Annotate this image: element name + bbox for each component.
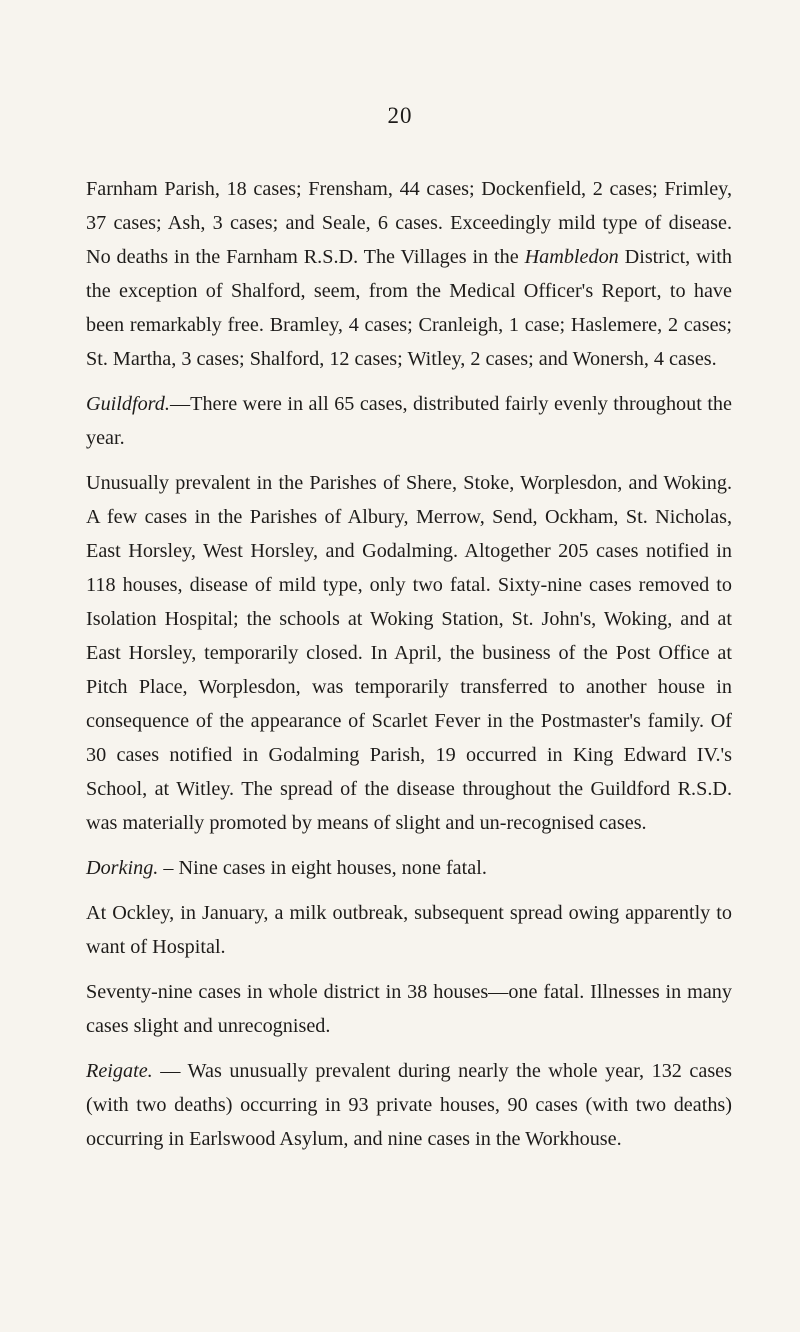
reigate-heading: Reigate. <box>86 1060 153 1082</box>
paragraph-guildford-detail <box>86 466 732 840</box>
body-text <box>86 172 732 1156</box>
guildford-heading: Guildford. <box>86 393 170 415</box>
paragraph-ockley <box>86 896 732 964</box>
guildford-text-2: Unusually prevalent in the Parishes of Shere, Stoke, Worplesdon, and Woking. A few cases in the Parishes of Albury, Merrow, Send, Ockham, St. Nicholas, East Horsley, West Horsley, and Godalming. Altogether 205 cases notified in 118 houses, disease of mild type, only two fatal. Sixty-nine cases removed to Isolation Hospital; the schools at Woking Station, St. John's, Woking, and at East Horsley, temporarily closed. In April, the business of the Post Office at Pitch Place, Worplesdon, was temporarily transferred to another house in consequence of the appearance of Scarlet Fever in the Postmaster's family. Of 30 cases notified in Godalming Parish, 19 occurred in King Edward IV.'s School, at Witley. The spread of the disease throughout the Guildford R.S.D. was materially promoted by means of slight and un-recognised cases. <box>86 472 732 834</box>
dorking-text-3: Seventy-nine cases in whole district in 38 houses—one fatal. Illnesses in many cases slight and unrecognised. <box>86 981 732 1037</box>
hambledon-text: District, with the exception of Shalford, seem, from the Medical Officer's Report, to have been remarkably free. Bramley, 4 cases; Cranleigh, 1 case; Haslemere, 2 cases; St. Martha, 3 cases; Shalford, 12 cases; Witley, 2 cases; and Wonersh, 4 cases. <box>86 246 732 370</box>
page-number: 20 <box>387 103 413 128</box>
guildford-text-1: —There were in all 65 cases, distributed fairly evenly throughout the year. <box>86 393 732 449</box>
dorking-text-2: At Ockley, in January, a milk outbreak, subsequent spread owing apparently to want of Hospital. <box>86 902 732 958</box>
dorking-heading: Dorking. <box>86 857 159 879</box>
paragraph-farnham <box>86 172 732 376</box>
paragraph-guildford <box>86 387 732 455</box>
reigate-text: — Was unusually prevalent during nearly the whole year, 132 cases (with two deaths) occurring in 93 private houses, 90 cases (with two deaths) occurring in Earlswood Asylum, and nine cases in the Workhouse. <box>86 1060 732 1150</box>
hambledon-heading: Hambledon <box>524 246 619 268</box>
farnham-text: Farnham Parish, 18 cases; Frensham, 44 cases; Dockenfield, 2 cases; Frimley, 37 cases; Ash, 3 cases; and Seale, 6 cases. Exceedingly mild type of disease. No deaths in the Farnham R.S.D. The Villages in the <box>86 178 732 268</box>
dorking-text-1: – Nine cases in eight houses, none fatal. <box>158 857 487 879</box>
paragraph-dorking-total <box>86 975 732 1043</box>
paragraph-reigate <box>86 1054 732 1156</box>
paragraph-dorking <box>86 851 732 885</box>
